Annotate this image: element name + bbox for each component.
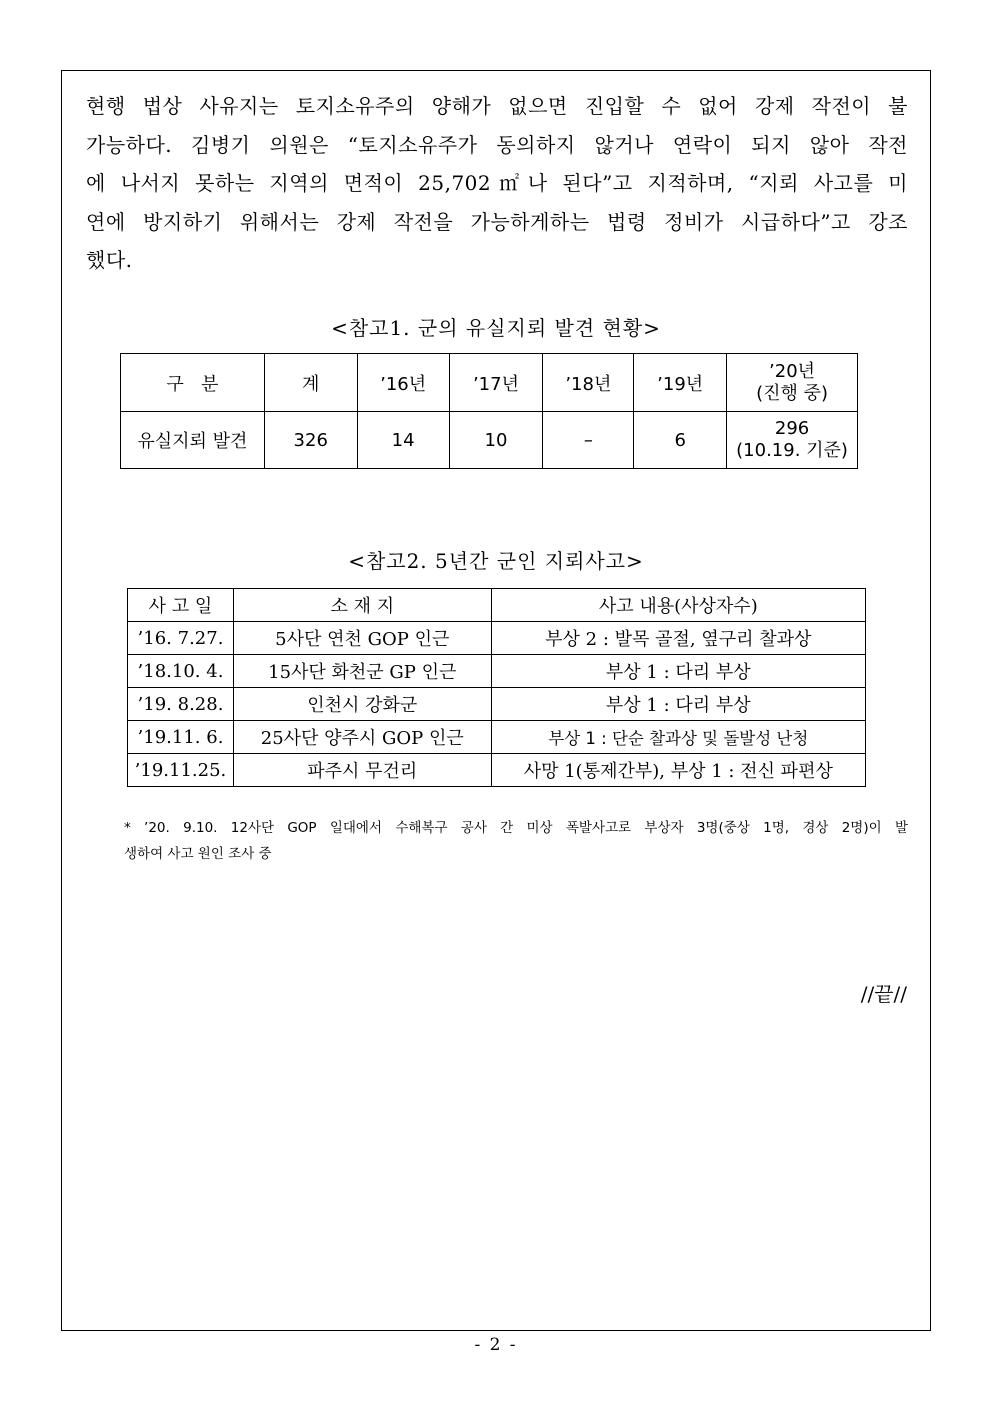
table-cell: 6 <box>634 412 727 469</box>
header-cell: 사 고 일 <box>128 589 234 622</box>
header-cell: 소 재 지 <box>233 589 491 622</box>
header-cell: 사고 내용(사상자수) <box>491 589 865 622</box>
table-cell: – <box>543 412 634 469</box>
detail-cell: 부상 1 : 단순 찰과상 및 돌발성 난청 <box>491 721 865 754</box>
location-cell: 15사단 화천군 GP 인근 <box>233 655 491 688</box>
header-cell: ’18년 <box>543 354 634 412</box>
end-mark: //끝// <box>860 982 907 1006</box>
table-cell: 10 <box>449 412 543 469</box>
page-number: - 2 - <box>474 1335 518 1355</box>
table-header-row <box>128 589 866 622</box>
location-cell: 5사단 연천 GOP 인근 <box>233 622 491 655</box>
table-cell: 326 <box>264 412 357 469</box>
date-cell: ’16. 7.27. <box>128 622 234 655</box>
ref1-caption: <참고1. 군의 유실지뢰 발견 현황> <box>331 316 661 340</box>
location-cell: 인천시 강화군 <box>233 688 491 721</box>
body-line: 연에 방지하기 위해서는 강제 작전을 가능하게하는 법령 정비가 시급하다”고 강조 <box>86 209 908 234</box>
date-cell: ’18.10. 4. <box>128 655 234 688</box>
header-cell: 구 분 <box>121 354 265 412</box>
cell-value: 296 <box>774 418 810 439</box>
table-row <box>128 721 866 754</box>
detail-cell: 부상 1 : 다리 부상 <box>491 655 865 688</box>
header-cell: ’16년 <box>357 354 449 412</box>
table-row <box>128 754 866 787</box>
detail-cell: 사망 1(통제간부), 부상 1 : 전신 파편상 <box>491 754 865 787</box>
mine-discovery-table <box>120 353 858 469</box>
body-line: 가능하다. 김병기 의원은 “토지소유주가 동의하지 않거나 연락이 되지 않아 작전 <box>86 132 908 157</box>
table-row <box>128 622 866 655</box>
header-cell: ’17년 <box>449 354 543 412</box>
mine-accident-table <box>127 588 866 787</box>
body-line: 현행 법상 사유지는 토지소유주의 양해가 없으면 진입할 수 없어 강제 작전이 불 <box>86 94 908 118</box>
header-year: ’20년 <box>769 360 816 382</box>
header-cell: 계 <box>264 354 357 412</box>
footnote-line: 생하여 사고 원인 조사 중 <box>124 846 272 862</box>
cell-note: (10.19. 기준) <box>736 440 848 461</box>
header-cell <box>727 354 858 412</box>
table-header-row <box>121 354 858 412</box>
table-cell <box>727 412 858 469</box>
table-row <box>128 655 866 688</box>
date-cell: ’19.11. 6. <box>128 721 234 754</box>
location-cell: 25사단 양주시 GOP 인근 <box>233 721 491 754</box>
body-paragraph <box>86 87 908 280</box>
footnote <box>124 815 908 867</box>
body-line: 에 나서지 못하는 지역의 면적이 25,702㎡나 된다”고 지적하며, “지뢰 사고를 미 <box>86 171 908 195</box>
footnote-line: * ’20. 9.10. 12사단 GOP 일대에서 수해복구 공사 간 미상 폭발사고로 부상자 3명(중상 1명, 경상 2명)이 발 <box>124 820 908 836</box>
date-cell: ’19.11.25. <box>128 754 234 787</box>
date-cell: ’19. 8.28. <box>128 688 234 721</box>
ref2-caption: <참고2. 5년간 군인 지뢰사고> <box>348 549 644 573</box>
header-note: (진행 중) <box>756 382 829 404</box>
table-cell: 14 <box>357 412 449 469</box>
detail-cell: 부상 2 : 발목 골절, 옆구리 찰과상 <box>491 622 865 655</box>
table-row <box>128 688 866 721</box>
detail-cell: 부상 1 : 다리 부상 <box>491 688 865 721</box>
location-cell: 파주시 무건리 <box>233 754 491 787</box>
header-cell: ’19년 <box>634 354 727 412</box>
table-row <box>121 412 858 469</box>
body-line: 했다. <box>86 248 133 272</box>
row-label: 유실지뢰 발견 <box>121 412 265 469</box>
